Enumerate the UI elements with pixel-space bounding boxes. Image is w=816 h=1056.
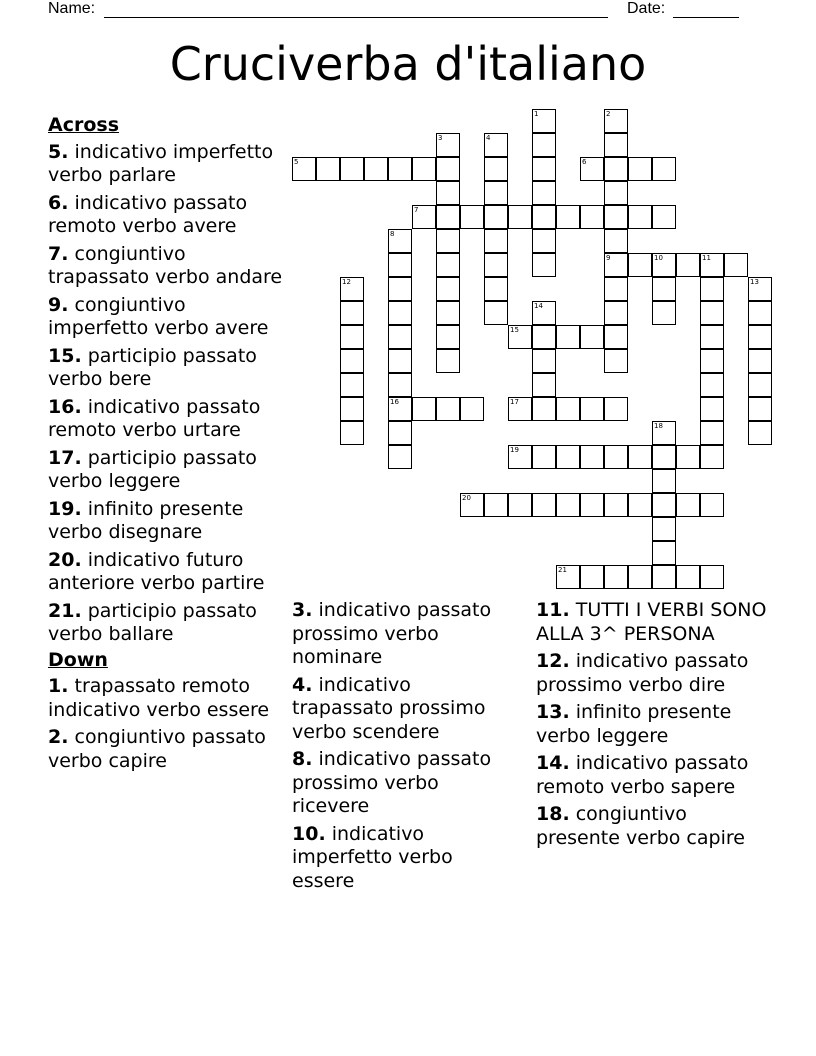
grid-cell[interactable] [604, 181, 628, 205]
grid-cell[interactable] [388, 157, 412, 181]
grid-cell[interactable] [700, 325, 724, 349]
grid-cell[interactable] [532, 493, 556, 517]
grid-cell[interactable] [436, 325, 460, 349]
clue-number: 19. [48, 497, 82, 520]
grid-cell[interactable] [388, 277, 412, 301]
clue-text: indicativo passato prossimo verbo dire [536, 650, 749, 696]
grid-cell[interactable] [580, 445, 604, 469]
clue-text: indicativo passato prossimo verbo nominare [292, 599, 492, 668]
clue-text: participio passato verbo leggere [48, 446, 257, 492]
grid-cell[interactable] [340, 397, 364, 421]
clue-number: 21. [48, 599, 82, 622]
clues-column-1 [48, 113, 284, 777]
clue-text: indicativo passato remoto verbo sapere [536, 752, 749, 798]
grid-cell[interactable] [340, 349, 364, 373]
grid-cell[interactable] [436, 205, 460, 229]
grid-cell[interactable] [436, 301, 460, 325]
clue-item [48, 141, 284, 188]
down-heading: Down [48, 648, 108, 671]
grid-cell[interactable] [340, 277, 364, 301]
clue-item [48, 243, 284, 290]
clue-text: congiuntivo passato verbo capire [48, 726, 266, 772]
grid-cell[interactable] [292, 157, 316, 181]
clue-number: 13. [536, 701, 570, 723]
grid-cell[interactable] [532, 253, 556, 277]
grid-cell[interactable] [748, 349, 772, 373]
grid-cell[interactable] [748, 325, 772, 349]
grid-cell[interactable] [700, 253, 724, 277]
grid-cell[interactable] [532, 205, 556, 229]
grid-cell[interactable] [700, 397, 724, 421]
grid-cell[interactable] [508, 205, 532, 229]
grid-cell[interactable] [604, 229, 628, 253]
clue-number: 17. [48, 446, 82, 469]
clue-number: 15. [48, 344, 82, 367]
clue-item [536, 803, 768, 850]
cell-number: 14 [534, 302, 543, 310]
cell-number: 11 [702, 254, 711, 262]
clue-number: 5. [48, 140, 69, 163]
grid-cell[interactable] [748, 373, 772, 397]
grid-cell[interactable] [724, 253, 748, 277]
grid-cell[interactable] [580, 397, 604, 421]
clue-number: 18. [536, 803, 570, 825]
grid-cell[interactable] [508, 445, 532, 469]
grid-cell[interactable] [412, 397, 436, 421]
grid-cell[interactable] [556, 205, 580, 229]
clue-number: 10. [292, 822, 326, 845]
clues-column-2 [292, 599, 510, 897]
grid-cell[interactable] [556, 397, 580, 421]
grid-cell[interactable] [484, 157, 508, 181]
grid-cell[interactable] [700, 349, 724, 373]
grid-cell[interactable] [532, 301, 556, 325]
date-field[interactable] [673, 17, 739, 18]
grid-cell[interactable] [316, 157, 340, 181]
cell-number: 5 [294, 158, 299, 166]
clue-text: indicativo imperfetto verbo essere [292, 822, 453, 892]
grid-cell[interactable] [388, 445, 412, 469]
grid-cell[interactable] [484, 253, 508, 277]
cell-number: 2 [606, 110, 611, 118]
cell-number: 1 [534, 110, 539, 118]
grid-cell[interactable] [652, 469, 676, 493]
grid-cell[interactable] [436, 229, 460, 253]
date-label: Date: [627, 0, 666, 17]
clue-text: infinito presente verbo disegnare [48, 497, 244, 543]
grid-cell[interactable] [580, 205, 604, 229]
grid-cell[interactable] [340, 421, 364, 445]
clue-item [292, 748, 510, 819]
grid-cell[interactable] [532, 181, 556, 205]
grid-cell[interactable] [388, 229, 412, 253]
grid-cell[interactable] [628, 493, 652, 517]
clue-text: indicativo passato prossimo verbo ricevere [292, 748, 492, 817]
grid-cell[interactable] [580, 565, 604, 589]
cell-number: 6 [582, 158, 587, 166]
grid-cell[interactable] [604, 565, 628, 589]
grid-cell[interactable] [628, 565, 652, 589]
clue-item [48, 447, 284, 494]
grid-cell[interactable] [508, 397, 532, 421]
cell-number: 12 [342, 278, 351, 286]
clue-text: TUTTI I VERBI SONO ALLA 3^ PERSONA [536, 599, 767, 645]
grid-cell[interactable] [436, 253, 460, 277]
grid-cell[interactable] [484, 181, 508, 205]
grid-cell[interactable] [652, 421, 676, 445]
grid-cell[interactable] [532, 349, 556, 373]
grid-cell[interactable] [580, 325, 604, 349]
clue-item [292, 674, 510, 745]
grid-cell[interactable] [700, 421, 724, 445]
name-label: Name: [48, 0, 96, 17]
grid-cell[interactable] [652, 565, 676, 589]
grid-cell[interactable] [508, 493, 532, 517]
cell-number: 9 [606, 254, 611, 262]
grid-cell[interactable] [604, 133, 628, 157]
grid-cell[interactable] [676, 493, 700, 517]
clue-item [536, 599, 768, 646]
grid-cell[interactable] [604, 277, 628, 301]
grid-cell[interactable] [484, 301, 508, 325]
clue-text: participio passato verbo bere [48, 344, 257, 390]
grid-cell[interactable] [652, 493, 676, 517]
clue-item [292, 823, 510, 894]
grid-cell[interactable] [604, 253, 628, 277]
grid-cell[interactable] [484, 493, 508, 517]
clue-item [48, 600, 284, 647]
grid-cell[interactable] [628, 253, 652, 277]
grid-cell[interactable] [628, 157, 652, 181]
grid-cell[interactable] [484, 277, 508, 301]
clue-text: participio passato verbo ballare [48, 599, 257, 645]
clue-text: indicativo passato remoto verbo urtare [48, 395, 261, 441]
down-clues-part-1 [48, 675, 284, 773]
grid-cell[interactable] [652, 157, 676, 181]
clue-number: 9. [48, 293, 69, 316]
clue-number: 8. [292, 748, 313, 770]
grid-cell[interactable] [628, 445, 652, 469]
cell-number: 15 [510, 326, 519, 334]
grid-cell[interactable] [604, 349, 628, 373]
grid-cell[interactable] [676, 253, 700, 277]
grid-cell[interactable] [676, 565, 700, 589]
cell-number: 18 [654, 422, 663, 430]
down-clues-part-2 [292, 599, 510, 893]
grid-cell[interactable] [556, 445, 580, 469]
grid-cell[interactable] [436, 181, 460, 205]
down-clues-part-3 [536, 599, 768, 850]
clue-item [48, 498, 284, 545]
grid-cell[interactable] [436, 133, 460, 157]
grid-cell[interactable] [436, 277, 460, 301]
clue-item [536, 752, 768, 799]
grid-cell[interactable] [700, 301, 724, 325]
grid-cell[interactable] [748, 397, 772, 421]
clue-item [48, 726, 284, 773]
grid-cell[interactable] [388, 325, 412, 349]
clue-item [48, 345, 284, 392]
grid-cell[interactable] [412, 157, 436, 181]
clue-item [48, 192, 284, 239]
grid-cell[interactable] [388, 397, 412, 421]
grid-cell[interactable] [484, 133, 508, 157]
clue-text: indicativo imperfetto verbo parlare [48, 140, 274, 186]
grid-cell[interactable] [700, 445, 724, 469]
grid-cell[interactable] [388, 301, 412, 325]
clue-number: 6. [48, 191, 69, 214]
grid-cell[interactable] [652, 205, 676, 229]
clue-item [48, 675, 284, 722]
cell-number: 13 [750, 278, 759, 286]
grid-cell[interactable] [580, 493, 604, 517]
grid-cell[interactable] [628, 205, 652, 229]
clue-text: indicativo passato remoto verbo avere [48, 191, 248, 237]
grid-cell[interactable] [604, 301, 628, 325]
grid-cell[interactable] [700, 373, 724, 397]
grid-cell[interactable] [532, 157, 556, 181]
grid-cell[interactable] [532, 445, 556, 469]
grid-cell[interactable] [748, 421, 772, 445]
clue-item [48, 294, 284, 341]
grid-cell[interactable] [556, 493, 580, 517]
clue-number: 14. [536, 752, 570, 774]
clue-item [48, 549, 284, 596]
grid-cell[interactable] [700, 277, 724, 301]
clue-number: 3. [292, 599, 313, 621]
cell-number: 21 [558, 566, 567, 574]
grid-cell[interactable] [604, 325, 628, 349]
name-field[interactable] [104, 17, 608, 18]
grid-cell[interactable] [508, 325, 532, 349]
clue-number: 20. [48, 548, 82, 571]
clue-number: 7. [48, 242, 69, 265]
grid-cell[interactable] [532, 229, 556, 253]
grid-cell[interactable] [556, 565, 580, 589]
clue-item [536, 701, 768, 748]
grid-cell[interactable] [532, 109, 556, 133]
header [48, 0, 768, 20]
grid-cell[interactable] [676, 445, 700, 469]
clue-text: indicativo futuro anteriore verbo partire [48, 548, 265, 594]
clue-item [536, 650, 768, 697]
grid-cell[interactable] [340, 301, 364, 325]
grid-cell[interactable] [604, 205, 628, 229]
grid-cell[interactable] [460, 205, 484, 229]
cell-number: 19 [510, 446, 519, 454]
clue-number: 11. [536, 599, 570, 621]
grid-cell[interactable] [652, 277, 676, 301]
grid-cell[interactable] [652, 517, 676, 541]
clue-number: 2. [48, 726, 69, 748]
grid-cell[interactable] [340, 157, 364, 181]
clue-text: indicativo trapassato prossimo verbo scendere [292, 673, 486, 743]
across-heading: Across [48, 114, 120, 136]
clue-text: congiuntivo presente verbo capire [536, 803, 745, 849]
cell-number: 8 [390, 230, 395, 238]
clue-number: 4. [292, 673, 313, 696]
cell-number: 10 [654, 254, 663, 262]
grid-cell[interactable] [412, 205, 436, 229]
grid-cell[interactable] [604, 157, 628, 181]
page-title: Cruciverba d'italiano [169, 37, 647, 91]
grid-cell[interactable] [748, 277, 772, 301]
clue-item [48, 396, 284, 443]
grid-cell[interactable] [388, 349, 412, 373]
grid-cell[interactable] [460, 493, 484, 517]
grid-cell[interactable] [604, 109, 628, 133]
clue-text: congiuntivo imperfetto verbo avere [48, 293, 269, 339]
grid-cell[interactable] [436, 397, 460, 421]
clue-text: trapassato remoto indicativo verbo essere [48, 675, 270, 721]
clues-column-3 [536, 599, 768, 854]
cell-number: 17 [510, 398, 519, 406]
grid-cell[interactable] [700, 565, 724, 589]
grid-cell[interactable] [532, 373, 556, 397]
grid-cell[interactable] [340, 325, 364, 349]
clue-number: 16. [48, 395, 82, 418]
grid-cell[interactable] [436, 157, 460, 181]
cell-number: 3 [438, 134, 443, 142]
across-clues [48, 141, 284, 647]
clue-text: congiuntivo trapassato verbo andare [48, 242, 283, 288]
grid-cell[interactable] [580, 157, 604, 181]
clue-text: infinito presente verbo leggere [536, 701, 732, 747]
grid-cell[interactable] [532, 133, 556, 157]
grid-cell[interactable] [604, 445, 628, 469]
cell-number: 16 [390, 398, 399, 406]
grid-cell[interactable] [700, 493, 724, 517]
grid-cell[interactable] [604, 397, 628, 421]
grid-cell[interactable] [388, 421, 412, 445]
grid-cell[interactable] [388, 373, 412, 397]
cell-number: 7 [414, 206, 419, 214]
grid-cell[interactable] [436, 349, 460, 373]
grid-cell[interactable] [604, 493, 628, 517]
grid-cell[interactable] [460, 397, 484, 421]
clue-number: 1. [48, 675, 69, 697]
grid-cell[interactable] [364, 157, 388, 181]
grid-cell[interactable] [340, 373, 364, 397]
cell-number: 20 [462, 494, 471, 502]
grid-cell[interactable] [388, 253, 412, 277]
grid-cell[interactable] [652, 445, 676, 469]
grid-cell[interactable] [652, 301, 676, 325]
grid-cell[interactable] [556, 325, 580, 349]
grid-cell[interactable] [652, 541, 676, 565]
cell-number: 4 [486, 134, 491, 142]
grid-cell[interactable] [652, 253, 676, 277]
grid-cell[interactable] [532, 325, 556, 349]
clue-number: 12. [536, 650, 570, 672]
grid-cell[interactable] [748, 301, 772, 325]
clue-item [292, 599, 510, 670]
grid-cell[interactable] [484, 229, 508, 253]
grid-cell[interactable] [532, 397, 556, 421]
grid-cell[interactable] [484, 205, 508, 229]
